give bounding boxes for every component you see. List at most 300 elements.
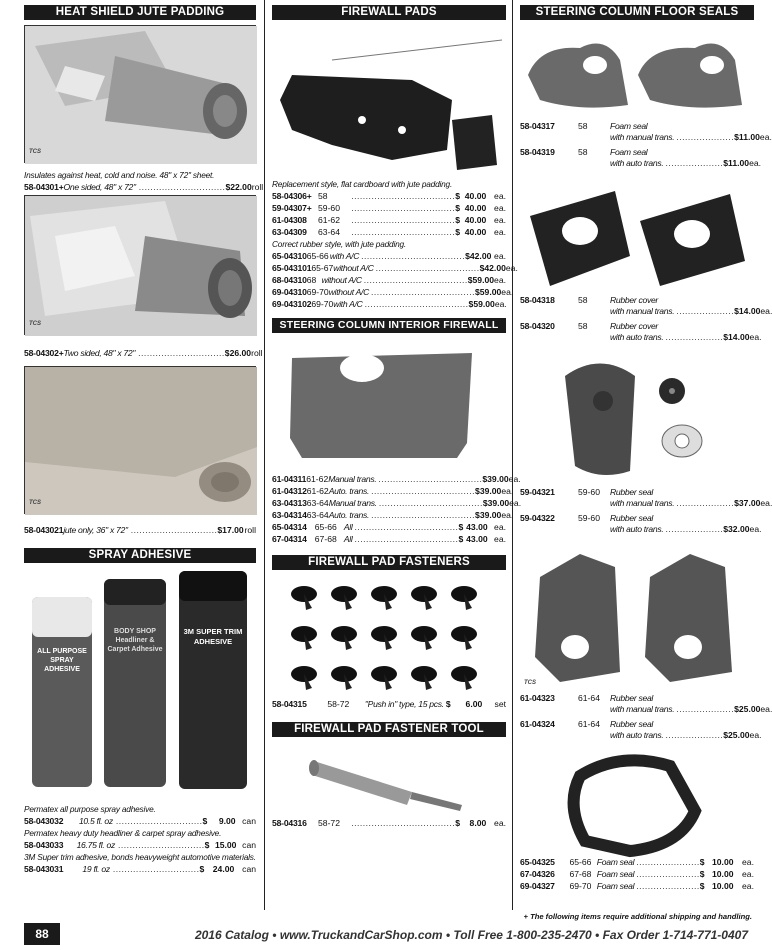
price: 42.00 bbox=[484, 263, 506, 273]
price-unit: ea. bbox=[505, 263, 518, 273]
leader-dots: .................... bbox=[665, 524, 724, 534]
price-unit: can bbox=[242, 864, 256, 874]
seal-item bbox=[520, 868, 754, 880]
model-years: 61-62 bbox=[318, 215, 340, 225]
seal-item bbox=[520, 294, 772, 316]
model-years: 69-70 bbox=[311, 299, 334, 309]
price-unit: roll bbox=[244, 525, 256, 535]
price-unit: roll bbox=[251, 348, 263, 358]
product-row bbox=[272, 521, 506, 533]
model-years: 68 bbox=[306, 275, 317, 285]
leader-dots: .................................... bbox=[371, 510, 476, 520]
leader-dots: ...................... bbox=[636, 869, 700, 879]
item-description: Foam seal bbox=[596, 869, 635, 879]
item-description: 10.5 fl. oz bbox=[78, 816, 113, 826]
leader-dots: ...................... bbox=[636, 857, 700, 867]
leader-dots: .................................... bbox=[354, 522, 459, 532]
item-description: Foam seal bbox=[610, 147, 648, 157]
price: 10.00 bbox=[712, 857, 734, 867]
leader-dots: .................... bbox=[665, 730, 724, 740]
price: 40.00 bbox=[464, 203, 487, 213]
item-description: without A/C bbox=[321, 275, 362, 285]
item-description: 19 fl. oz bbox=[82, 864, 110, 874]
seal-row-line2 bbox=[520, 132, 772, 142]
price: 24.00 bbox=[212, 864, 235, 874]
price-unit: ea. bbox=[501, 287, 514, 297]
item-description: Two sided, 48" x 72" bbox=[63, 348, 136, 358]
price-unit: ea. bbox=[742, 881, 754, 891]
seal-item bbox=[520, 120, 772, 142]
price: 40.00 bbox=[464, 227, 487, 237]
photo-jute-only bbox=[24, 366, 256, 514]
fastener-tool-list bbox=[272, 817, 506, 829]
price-prefix: $ bbox=[479, 263, 485, 273]
leader-dots: .................... bbox=[665, 332, 724, 342]
item-description-2: with manual trans. bbox=[610, 498, 675, 508]
part-number: 59-04321 bbox=[520, 487, 555, 497]
price: 39.00 bbox=[479, 486, 502, 496]
brand-logo: TCS bbox=[29, 500, 41, 506]
price: 59.00 bbox=[472, 275, 495, 285]
leader-dots: .................................... bbox=[364, 299, 469, 309]
fastener-icon bbox=[291, 586, 317, 610]
model-years: 58 bbox=[578, 321, 588, 331]
model-years: 58-72 bbox=[327, 699, 350, 709]
leader-dots: .................................... bbox=[378, 498, 483, 508]
item-description-2: with auto trans. bbox=[610, 158, 664, 168]
leader-dots: .................................... bbox=[351, 227, 456, 237]
seal-row-line1 bbox=[520, 692, 754, 704]
price: 42.00 bbox=[469, 251, 492, 261]
product-row bbox=[272, 509, 514, 521]
price-unit: ea. bbox=[760, 704, 772, 714]
price-unit: ea. bbox=[501, 510, 514, 520]
item-description: Manual trans. bbox=[328, 498, 377, 508]
photo-firewall-pad bbox=[272, 20, 506, 178]
part-number: 63-04309 bbox=[272, 227, 307, 237]
seal-row-line1 bbox=[520, 294, 754, 306]
part-number: 69-04327 bbox=[520, 881, 555, 891]
price: 14.00 bbox=[738, 306, 761, 316]
price-unit: ea. bbox=[749, 332, 762, 342]
can-label-3m: 3M SUPER TRIM ADHESIVE bbox=[183, 627, 243, 646]
leader-dots: .................................... bbox=[351, 818, 456, 828]
model-years: 67-68 bbox=[314, 534, 337, 544]
price: 10.00 bbox=[712, 869, 734, 879]
part-number: 65-043101 bbox=[272, 263, 312, 273]
seal-item bbox=[520, 146, 762, 168]
price: 40.00 bbox=[464, 191, 487, 201]
price: 39.00 bbox=[487, 474, 509, 484]
price: 10.00 bbox=[712, 881, 734, 891]
photo-rubber-covers-58 bbox=[520, 176, 754, 294]
price-unit: ea. bbox=[759, 132, 772, 142]
seal-row bbox=[520, 856, 754, 868]
price-prefix: $ bbox=[455, 818, 460, 828]
item-description: without A/C bbox=[328, 287, 370, 297]
part-number: 69-04310 bbox=[272, 287, 307, 297]
item-description: Rubber seal bbox=[610, 693, 654, 703]
price: 9.00 bbox=[218, 816, 236, 826]
leader-dots: .............................. bbox=[118, 840, 205, 850]
price-unit: ea. bbox=[509, 498, 522, 508]
price-unit: ea. bbox=[749, 730, 762, 740]
seal-row-line2 bbox=[520, 332, 762, 342]
price-prefix: $ bbox=[734, 704, 739, 714]
page-footer bbox=[0, 912, 770, 950]
seal-row-line1 bbox=[520, 146, 754, 158]
product-row bbox=[272, 817, 506, 829]
price-unit: ea. bbox=[760, 498, 772, 508]
leader-dots: .................... bbox=[676, 704, 735, 714]
price-prefix: $ bbox=[723, 524, 729, 534]
fastener-icon bbox=[331, 666, 357, 690]
price: 15.00 bbox=[214, 840, 237, 850]
photo-trim-pad bbox=[272, 333, 506, 473]
product-row bbox=[272, 286, 514, 298]
seal-row-line2 bbox=[520, 306, 772, 316]
fastener-icon bbox=[411, 666, 437, 690]
item-description-2: with manual trans. bbox=[610, 306, 675, 316]
model-years: 63-64 bbox=[318, 227, 340, 237]
photo-fasteners bbox=[272, 570, 506, 698]
price-prefix: $ bbox=[204, 840, 210, 850]
part-number: 67-04326 bbox=[520, 869, 555, 879]
leader-dots: .............................. bbox=[138, 182, 226, 192]
item-description: One sided, 48" x 72" bbox=[63, 182, 136, 192]
photo-fastener-tool bbox=[272, 737, 506, 817]
part-number: 69-043102 bbox=[272, 299, 312, 309]
price-prefix: $ bbox=[475, 287, 480, 297]
price-unit: ea. bbox=[494, 299, 507, 309]
price-prefix: $ bbox=[199, 864, 205, 874]
price-unit: ea. bbox=[760, 306, 772, 316]
product-row bbox=[272, 202, 506, 214]
seal-row-line2 bbox=[520, 704, 772, 714]
item-description: Foam seal bbox=[596, 857, 635, 867]
part-number: 61-04308 bbox=[272, 215, 307, 225]
price-unit: can bbox=[242, 816, 256, 826]
price-unit: ea. bbox=[749, 524, 762, 534]
item-description: 16.75 fl. oz bbox=[76, 840, 116, 850]
price: 25.00 bbox=[738, 704, 761, 714]
seal-row-line2 bbox=[520, 158, 762, 168]
item-description: Manual trans. bbox=[328, 474, 377, 484]
model-years: 58-72 bbox=[318, 818, 340, 828]
part-number: 65-04314 bbox=[272, 522, 307, 532]
leader-dots: .................................... bbox=[351, 203, 456, 213]
part-number: 58-04317 bbox=[520, 121, 555, 131]
price-unit: ea. bbox=[494, 534, 506, 544]
fastener-icon bbox=[411, 626, 437, 650]
leader-dots: .................................... bbox=[351, 191, 456, 201]
price: 43.00 bbox=[466, 534, 488, 544]
shipping-note: + The following items require additional shipping and handling. bbox=[523, 912, 752, 921]
price: 59.00 bbox=[479, 287, 502, 297]
price-prefix: $ bbox=[734, 306, 739, 316]
model-years: 65-66 bbox=[306, 251, 329, 261]
section-header-fasteners: FIREWALL PAD FASTENERS bbox=[272, 555, 506, 570]
price: 11.00 bbox=[728, 158, 750, 168]
section-header-floor-seals: STEERING COLUMN FLOOR SEALS bbox=[520, 5, 754, 20]
model-years: 65-66 bbox=[569, 857, 592, 867]
model-years: 58 bbox=[318, 191, 328, 201]
leader-dots: .............................. bbox=[138, 348, 225, 358]
price-prefix: $ bbox=[699, 881, 705, 891]
product-row bbox=[24, 839, 256, 851]
product-row bbox=[24, 347, 263, 359]
part-number: 58-043031 bbox=[24, 864, 64, 874]
section-header-spray-adhesive: SPRAY ADHESIVE bbox=[24, 548, 256, 563]
product-row bbox=[272, 274, 506, 286]
photo-heat-shield-two-sided bbox=[24, 195, 256, 335]
price: 37.00 bbox=[738, 498, 761, 508]
item-description: Rubber cover bbox=[610, 295, 658, 305]
model-years: 61-64 bbox=[578, 693, 600, 703]
trim-pads-list bbox=[272, 473, 522, 545]
price-prefix: $ bbox=[482, 474, 488, 484]
section-header-firewall-pads: FIREWALL PADS bbox=[272, 5, 506, 20]
product-row bbox=[24, 815, 256, 827]
product-row bbox=[272, 698, 506, 710]
price-unit: ea. bbox=[749, 158, 762, 168]
price-prefix: $ bbox=[468, 299, 474, 309]
product-row bbox=[272, 473, 521, 485]
price-prefix: $ bbox=[224, 348, 230, 358]
price-unit: ea. bbox=[494, 251, 506, 261]
item-description: with A/C bbox=[333, 299, 363, 309]
price-prefix: $ bbox=[225, 182, 231, 192]
price-unit: ea. bbox=[742, 869, 754, 879]
firewall-pads-flat-list bbox=[272, 190, 506, 238]
seal-item bbox=[520, 512, 762, 534]
model-years: 61-64 bbox=[578, 719, 600, 729]
item-description: Foam seal bbox=[610, 121, 648, 131]
price-prefix: $ bbox=[458, 534, 464, 544]
brand-logo: TCS bbox=[524, 680, 536, 686]
product-row bbox=[24, 181, 264, 193]
fastener-icon bbox=[331, 626, 357, 650]
part-number: 65-04325 bbox=[520, 857, 555, 867]
price-unit: ea. bbox=[494, 818, 506, 828]
leader-dots: .................................... bbox=[354, 534, 459, 544]
photo-rubber-seal-59-60 bbox=[520, 346, 754, 486]
model-years: 59-60 bbox=[318, 203, 340, 213]
product-row bbox=[24, 524, 256, 536]
part-number: 58-04319 bbox=[520, 147, 555, 157]
part-number: 59-04307+ bbox=[272, 203, 312, 213]
item-description-2: with auto trans. bbox=[610, 730, 664, 740]
spray-note: Permatex all purpose spray adhesive. bbox=[24, 804, 156, 814]
price-unit: set bbox=[494, 699, 506, 709]
price: 59.00 bbox=[473, 299, 495, 309]
leader-dots: .................................... bbox=[351, 215, 456, 225]
model-years: 63-64 bbox=[306, 498, 329, 508]
section-header-heat-shield: HEAT SHIELD JUTE PADDING bbox=[24, 5, 256, 20]
model-years: 67-68 bbox=[569, 869, 592, 879]
model-years: 65-66 bbox=[314, 522, 337, 532]
price-prefix: $ bbox=[202, 816, 208, 826]
part-number: 58-043032 bbox=[24, 816, 64, 826]
item-description: Rubber seal bbox=[610, 719, 654, 729]
seal-row-line1 bbox=[520, 320, 754, 332]
seal-row-line2 bbox=[520, 498, 772, 508]
price: 40.00 bbox=[464, 215, 487, 225]
model-years: 61-62 bbox=[306, 474, 329, 484]
price-prefix: $ bbox=[475, 486, 480, 496]
section-header-trim-pads: STEERING COLUMN INTERIOR FIREWALL TRIM PADS bbox=[272, 318, 506, 333]
firewall-pads-note-rubber: Correct rubber style, with jute padding. bbox=[272, 239, 407, 249]
firewall-pads-rubber-list bbox=[272, 250, 518, 310]
item-description: All bbox=[343, 522, 353, 532]
page-number: 88 bbox=[24, 923, 60, 945]
seal-row-line2 bbox=[520, 524, 762, 534]
seal-row-line1 bbox=[520, 486, 754, 498]
heat-shield-description: Insulates against heat, cold and noise. 48" x 72" sheet. bbox=[24, 170, 215, 180]
seal-row-line1 bbox=[520, 718, 754, 730]
photo-foam-seals-58 bbox=[520, 20, 754, 120]
product-row bbox=[272, 214, 506, 226]
spray-adhesive-list bbox=[24, 803, 256, 875]
product-row bbox=[272, 190, 506, 202]
seal-item bbox=[520, 692, 772, 714]
leader-dots: .................................... bbox=[361, 251, 466, 261]
item-description: with A/C bbox=[329, 251, 360, 261]
model-years: 65-67 bbox=[311, 263, 334, 273]
leader-dots: .................................... bbox=[375, 263, 480, 273]
price-prefix: $ bbox=[455, 227, 460, 237]
leader-dots: .................... bbox=[665, 158, 724, 168]
seal-item bbox=[520, 856, 754, 868]
leader-dots: .............................. bbox=[115, 816, 203, 826]
price-prefix: $ bbox=[455, 191, 460, 201]
fastener-icon bbox=[451, 666, 477, 690]
item-description: Rubber seal bbox=[610, 513, 654, 523]
item-description: Auto. trans. bbox=[328, 486, 370, 496]
seal-row bbox=[520, 868, 754, 880]
leader-dots: .................................... bbox=[371, 287, 475, 297]
price-unit: ea. bbox=[494, 191, 506, 201]
price: 14.00 bbox=[728, 332, 750, 342]
fastener-icon bbox=[291, 626, 317, 650]
fastener-icon bbox=[371, 626, 397, 650]
part-number: 58-04315 bbox=[272, 699, 307, 709]
fasteners-list bbox=[272, 698, 506, 710]
footer-tagline: 2016 Catalog • www.TruckandCarShop.com • Toll Free 1-800-235-2470 • Fax Order 1-714-771-0407 bbox=[194, 928, 748, 942]
can-label-body-shop: BODY SHOP Headliner & Carpet Adhesive bbox=[107, 628, 163, 653]
photo-heat-shield-one-sided bbox=[24, 25, 256, 163]
model-years: 63-64 bbox=[306, 510, 329, 520]
seal-item bbox=[520, 486, 772, 508]
part-number: 67-04314 bbox=[272, 534, 307, 544]
part-number: 65-04310 bbox=[272, 251, 307, 261]
spray-note: 3M Super trim adhesive, bonds heavyweight automotive materials. bbox=[24, 852, 256, 862]
section-header-fastener-tool: FIREWALL PAD FASTENER TOOL bbox=[272, 722, 506, 737]
column-c bbox=[520, 0, 772, 892]
column-b bbox=[272, 0, 522, 829]
leader-dots: .................... bbox=[676, 498, 735, 508]
product-row bbox=[272, 226, 506, 238]
part-number: 58-04302+ bbox=[24, 348, 64, 358]
spray-note: Permatex heavy duty headliner & carpet spray adhesive. bbox=[24, 828, 222, 838]
price-prefix: $ bbox=[723, 332, 729, 342]
item-description-2: with auto trans. bbox=[610, 332, 664, 342]
part-number: 63-04313 bbox=[272, 498, 307, 508]
leader-dots: .............................. bbox=[112, 864, 200, 874]
price: 17.00 bbox=[222, 525, 244, 535]
part-number: 58-04318 bbox=[520, 295, 555, 305]
price: 26.00 bbox=[229, 348, 252, 358]
model-years: 69-70 bbox=[306, 287, 329, 297]
item-description: All bbox=[343, 534, 353, 544]
price-prefix: $ bbox=[723, 158, 729, 168]
fastener-icon bbox=[411, 586, 437, 610]
price-unit: roll bbox=[251, 182, 264, 192]
part-number: 61-04324 bbox=[520, 719, 555, 729]
leader-dots: ...................... bbox=[636, 881, 700, 891]
price-unit: ea. bbox=[501, 486, 514, 496]
leader-dots: .................................... bbox=[378, 474, 483, 484]
product-row bbox=[272, 250, 506, 262]
product-row bbox=[272, 533, 506, 545]
price: 8.00 bbox=[469, 818, 487, 828]
product-row bbox=[272, 485, 514, 497]
leader-dots: .................................... bbox=[371, 486, 476, 496]
fastener-icon bbox=[371, 586, 397, 610]
item-description: Rubber cover bbox=[610, 321, 658, 331]
fastener-icon bbox=[451, 586, 477, 610]
product-row bbox=[272, 262, 518, 274]
photo-rubber-seal-61-64 bbox=[520, 542, 754, 692]
price: 43.00 bbox=[466, 522, 488, 532]
firewall-pads-note-flat: Replacement style, flat cardboard with jute padding. bbox=[272, 179, 453, 189]
price: 22.00 bbox=[230, 182, 252, 192]
price-prefix: $ bbox=[475, 510, 480, 520]
model-years: 58 bbox=[578, 147, 588, 157]
part-number: 59-04322 bbox=[520, 513, 555, 523]
leader-dots: .................... bbox=[676, 306, 735, 316]
seal-row-line1 bbox=[520, 512, 754, 524]
product-row bbox=[24, 863, 256, 875]
model-years: 69-70 bbox=[569, 881, 592, 891]
item-description-2: with auto trans. bbox=[610, 524, 664, 534]
model-years: 59-60 bbox=[578, 487, 600, 497]
price: 32.00 bbox=[728, 524, 750, 534]
price-unit: ea. bbox=[494, 522, 506, 532]
part-number: 58-043033 bbox=[24, 840, 64, 850]
price-prefix: $ bbox=[455, 215, 460, 225]
price-prefix: $ bbox=[699, 869, 705, 879]
part-number: 61-04323 bbox=[520, 693, 555, 703]
product-row bbox=[272, 497, 522, 509]
item-description: Rubber seal bbox=[610, 487, 654, 497]
price-unit: ea. bbox=[742, 857, 754, 867]
price: 11.00 bbox=[738, 132, 760, 142]
price-unit: ea. bbox=[494, 215, 506, 225]
part-number: 58-04316 bbox=[272, 818, 307, 828]
price-prefix: $ bbox=[465, 251, 470, 261]
price-unit: ea. bbox=[494, 227, 506, 237]
fastener-icon bbox=[291, 666, 317, 690]
price-prefix: $ bbox=[699, 857, 705, 867]
fastener-icon bbox=[331, 586, 357, 610]
seal-item bbox=[520, 718, 762, 740]
price-unit: ea. bbox=[508, 474, 521, 484]
model-years: 61-62 bbox=[306, 486, 329, 496]
price-prefix: $ bbox=[734, 498, 739, 508]
part-number: 63-04314 bbox=[272, 510, 307, 520]
seal-row-line2 bbox=[520, 730, 762, 740]
